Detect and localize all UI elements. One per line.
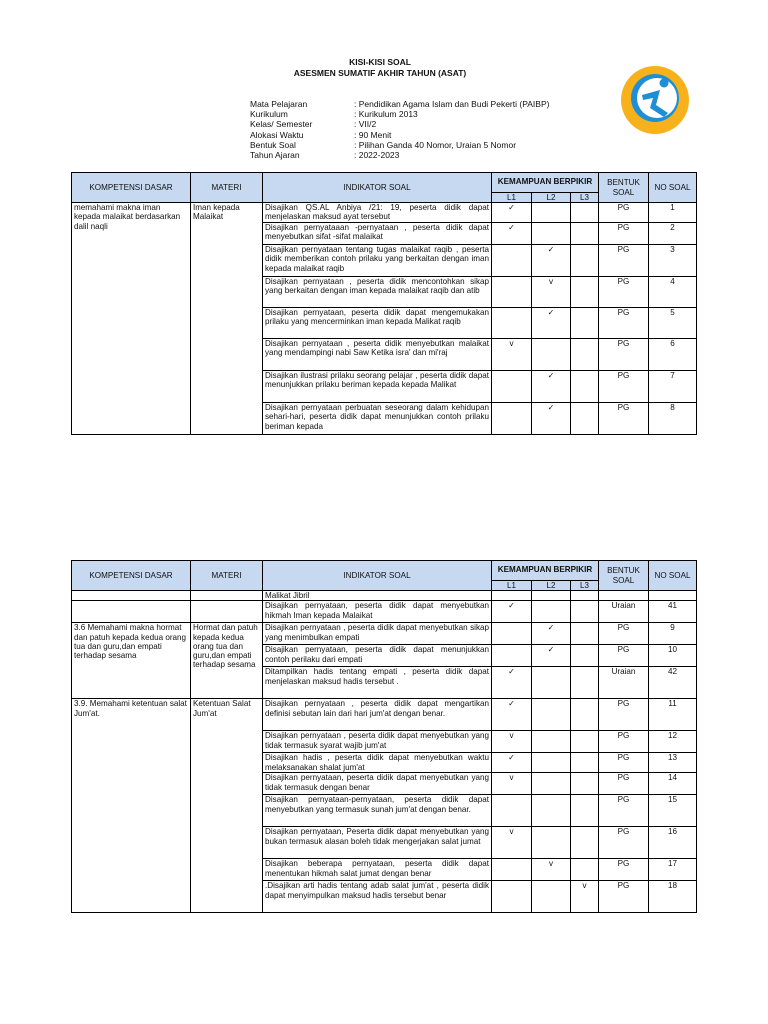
level-l1-cell bbox=[492, 591, 532, 601]
bentuk-soal-cell: PG bbox=[599, 308, 649, 339]
bentuk-soal-cell: PG bbox=[599, 773, 649, 795]
indikator-cell: Disajikan pernyataan, peserta didik dapat mengemukakan prilaku yang mencerminkan iman kepada Malikat raqib bbox=[263, 308, 492, 339]
info-label: Kurikulum bbox=[250, 109, 288, 120]
indikator-cell: Disajikan ilustrasi prilaku seorang pelajar , peserta didik dapat menunjukkan prilaku beriman kepada kepada Malikat bbox=[263, 371, 492, 403]
level-l3-cell bbox=[571, 753, 599, 773]
level-l1-cell: v bbox=[492, 339, 532, 371]
info-label: Kelas/ Semester bbox=[250, 119, 313, 130]
level-l2-cell bbox=[532, 667, 571, 699]
level-l1-cell: ✓ bbox=[492, 753, 532, 773]
header-l1: L1 bbox=[492, 193, 532, 203]
info-value: : Pendidikan Agama Islam dan Budi Pekerti (PAIBP) bbox=[354, 99, 550, 109]
level-l1-cell: ✓ bbox=[492, 223, 532, 245]
indikator-cell: Disajikan pernyataan, Peserta didik dapat menyebutkan yang bukan termasuk alasan boleh tidak mengerjakan salat jumat bbox=[263, 827, 492, 859]
info-value: : Kurikulum 2013 bbox=[354, 109, 418, 120]
indikator-cell: Disajikan beberapa pernyataan, peserta didik dapat menentukan hikmah salat jumat dengan benar bbox=[263, 859, 492, 881]
materi-cell: Ketentuan Salat Jum'at bbox=[191, 699, 263, 913]
level-l3-cell bbox=[571, 645, 599, 667]
info-label: Alokasi Waktu bbox=[250, 129, 304, 140]
bentuk-soal-cell: PG bbox=[599, 731, 649, 753]
level-l1-cell: ✓ bbox=[492, 667, 532, 699]
no-soal-cell: 41 bbox=[649, 601, 697, 623]
bentuk-soal-cell: PG bbox=[599, 277, 649, 308]
bentuk-soal-cell: PG bbox=[599, 339, 649, 371]
indikator-cell: Disajikan pernyataan , peserta didik dapat menyebutkan yang tidak termasuk syarat wajib jum'at bbox=[263, 731, 492, 753]
level-l2-cell bbox=[532, 773, 571, 795]
header-bentuk-soal: BENTUK SOAL bbox=[599, 561, 649, 591]
header-l2: L2 bbox=[532, 581, 571, 591]
level-l2-cell bbox=[532, 795, 571, 827]
level-l1-cell bbox=[492, 277, 532, 308]
no-soal-cell: 13 bbox=[649, 753, 697, 773]
indikator-cell: .Disajikan arti hadis tentang adab salat jum'at , peserta didik dapat menyimpulkan maksud hadis tersebut benar bbox=[263, 881, 492, 913]
level-l2-cell bbox=[532, 591, 571, 601]
header-kompetensi-dasar: KOMPETENSI DASAR bbox=[72, 173, 191, 203]
level-l1-cell bbox=[492, 645, 532, 667]
bentuk-soal-cell: Uraian bbox=[599, 667, 649, 699]
info-label: Bentuk Soal bbox=[250, 139, 296, 150]
level-l2-cell bbox=[532, 601, 571, 623]
level-l3-cell bbox=[571, 277, 599, 308]
bentuk-soal-cell: PG bbox=[599, 403, 649, 435]
level-l1-cell: v bbox=[492, 827, 532, 859]
indikator-cell: Disajikan pernyataan , peserta didik dapat mengartikan definisi sebutan lain dari hari jum'at dengan benar. bbox=[263, 699, 492, 731]
indikator-cell: Disajikan pernyataan-pernyataan, peserta didik dapat menyebutkan yang termasuk sunah jum'at dengan benar. bbox=[263, 795, 492, 827]
no-soal-cell: 7 bbox=[649, 371, 697, 403]
info-label: Mata Pelajaran bbox=[250, 99, 308, 109]
level-l3-cell bbox=[571, 403, 599, 435]
level-l1-cell bbox=[492, 859, 532, 881]
indikator-cell: Disajikan pernyataan tentang tugas malaikat raqib , peserta didik memberikan contoh prilaku yang berkaitan dengan iman kepada malaikat raqib bbox=[263, 245, 492, 277]
bentuk-soal-cell: PG bbox=[599, 859, 649, 881]
no-soal-cell: 18 bbox=[649, 881, 697, 913]
doc-subtitle: ASESMEN SUMATIF AKHIR TAHUN (ASAT) bbox=[293, 68, 467, 78]
bentuk-soal-cell bbox=[599, 591, 649, 601]
info-row bbox=[250, 150, 549, 160]
bentuk-soal-cell: PG bbox=[599, 645, 649, 667]
level-l1-cell: ✓ bbox=[492, 601, 532, 623]
bentuk-soal-cell: PG bbox=[599, 223, 649, 245]
level-l3-cell bbox=[571, 223, 599, 245]
bentuk-soal-cell: PG bbox=[599, 203, 649, 223]
level-l2-cell bbox=[532, 881, 571, 913]
level-l3-cell bbox=[571, 699, 599, 731]
no-soal-cell: 10 bbox=[649, 645, 697, 667]
level-l2-cell: ✓ bbox=[532, 245, 571, 277]
kompetensi-dasar-cell bbox=[72, 591, 191, 601]
bentuk-soal-cell: PG bbox=[599, 245, 649, 277]
bentuk-soal-cell: PG bbox=[599, 827, 649, 859]
kompetensi-dasar-cell: memahami makna iman kepada malaikat berdasarkan dalil naqli bbox=[72, 203, 191, 435]
header-no-soal: NO SOAL bbox=[649, 561, 697, 591]
no-soal-cell: 3 bbox=[649, 245, 697, 277]
header-indikator-soal: INDIKATOR SOAL bbox=[263, 173, 492, 203]
kurikulum-logo bbox=[620, 65, 690, 135]
level-l1-cell: v bbox=[492, 773, 532, 795]
info-row bbox=[250, 119, 549, 129]
no-soal-cell: 8 bbox=[649, 403, 697, 435]
materi-cell bbox=[191, 601, 263, 623]
level-l2-cell bbox=[532, 203, 571, 223]
level-l2-cell bbox=[532, 339, 571, 371]
no-soal-cell: 11 bbox=[649, 699, 697, 731]
document-info bbox=[250, 99, 549, 160]
kisi-kisi-table-1 bbox=[71, 172, 697, 435]
table-row bbox=[72, 591, 697, 601]
indikator-cell: Disajikan pernyataan , peserta didik menyebutkan malaikat yang mendampingi nabi Saw Ketika isra' dan mi'raj bbox=[263, 339, 492, 371]
indikator-cell: Disajikan QS.AL Anbiya /21: 19, peserta didik dapat menjelaskan maksud ayat tersebut bbox=[263, 203, 492, 223]
level-l3-cell bbox=[571, 859, 599, 881]
no-soal-cell: 1 bbox=[649, 203, 697, 223]
header-indikator-soal: INDIKATOR SOAL bbox=[263, 561, 492, 591]
table-row bbox=[72, 601, 697, 623]
no-soal-cell: 4 bbox=[649, 277, 697, 308]
no-soal-cell: 14 bbox=[649, 773, 697, 795]
level-l2-cell: ✓ bbox=[532, 403, 571, 435]
info-row bbox=[250, 109, 549, 119]
info-row bbox=[250, 130, 549, 140]
table-row bbox=[72, 623, 697, 645]
level-l1-cell bbox=[492, 795, 532, 827]
bentuk-soal-cell: PG bbox=[599, 699, 649, 731]
level-l3-cell bbox=[571, 795, 599, 827]
level-l1-cell: v bbox=[492, 731, 532, 753]
level-l1-cell bbox=[492, 371, 532, 403]
bentuk-soal-cell: PG bbox=[599, 881, 649, 913]
level-l2-cell: ✓ bbox=[532, 371, 571, 403]
header-kemampuan-berpikir: KEMAMPUAN BERPIKIR bbox=[492, 561, 599, 581]
indikator-cell: Disajikan pernyataan perbuatan seseorang dalam kehidupan sehari-hari, peserta didik dapat menunjukkan contoh prilaku beriman kepada bbox=[263, 403, 492, 435]
level-l2-cell bbox=[532, 699, 571, 731]
bentuk-soal-cell: PG bbox=[599, 753, 649, 773]
level-l2-cell: ✓ bbox=[532, 645, 571, 667]
indikator-cell: Disajikan pernyataaan -pernyataan , peserta didik dapat menyebutkan sifat -sifat malaikat bbox=[263, 223, 492, 245]
level-l3-cell bbox=[571, 339, 599, 371]
info-value: : VII/2 bbox=[354, 119, 377, 130]
level-l2-cell bbox=[532, 223, 571, 245]
bentuk-soal-cell: Uraian bbox=[599, 601, 649, 623]
kisi-kisi-table-2 bbox=[71, 560, 697, 913]
header-materi: MATERI bbox=[191, 173, 263, 203]
header-l3: L3 bbox=[571, 581, 599, 591]
info-row bbox=[250, 140, 549, 150]
header-l2: L2 bbox=[532, 193, 571, 203]
info-label: Tahun Ajaran bbox=[250, 150, 300, 161]
indikator-cell: Disajikan pernyataan , peserta didik mencontohkan sikap yang berkaitan dengan iman kepada malaikat raqib dan atib bbox=[263, 277, 492, 308]
no-soal-cell: 5 bbox=[649, 308, 697, 339]
doc-title: KISI-KISI SOAL bbox=[349, 57, 411, 67]
level-l1-cell bbox=[492, 881, 532, 913]
header-no-soal: NO SOAL bbox=[649, 173, 697, 203]
header-l3: L3 bbox=[571, 193, 599, 203]
materi-cell bbox=[191, 591, 263, 601]
header-bentuk-soal: BENTUK SOAL bbox=[599, 173, 649, 203]
kompetensi-dasar-cell: 3.9. Memahami ketentuan salat Jum'at. bbox=[72, 699, 191, 913]
level-l2-cell bbox=[532, 827, 571, 859]
level-l2-cell bbox=[532, 731, 571, 753]
level-l3-cell bbox=[571, 667, 599, 699]
level-l3-cell bbox=[571, 591, 599, 601]
bentuk-soal-cell: PG bbox=[599, 371, 649, 403]
no-soal-cell: 2 bbox=[649, 223, 697, 245]
level-l2-cell bbox=[532, 753, 571, 773]
table-row bbox=[72, 699, 697, 731]
kompetensi-dasar-cell: 3.6 Memahami makna hormat dan patuh kepada kedua orang tua dan guru,dan empati terhadap sesama bbox=[72, 623, 191, 699]
level-l3-cell bbox=[571, 601, 599, 623]
level-l3-cell bbox=[571, 773, 599, 795]
no-soal-cell: 9 bbox=[649, 623, 697, 645]
indikator-cell: Disajikan hadis , peserta didik dapat menyebutkan waktu melaksanakan shalat jum'at bbox=[263, 753, 492, 773]
level-l2-cell: v bbox=[532, 859, 571, 881]
level-l2-cell: ✓ bbox=[532, 623, 571, 645]
info-value: : 2022-2023 bbox=[354, 150, 400, 161]
level-l3-cell bbox=[571, 827, 599, 859]
header-materi: MATERI bbox=[191, 561, 263, 591]
materi-cell: Hormat dan patuh kepada kedua orang tua dan guru,dan empati terhadap sesama bbox=[191, 623, 263, 699]
indikator-cell: Disajikan pernyataan, peserta didik dapat menyebutkan yang tidak termasuk dengan benar bbox=[263, 773, 492, 795]
no-soal-cell: 16 bbox=[649, 827, 697, 859]
level-l3-cell bbox=[571, 623, 599, 645]
header-kompetensi-dasar: KOMPETENSI DASAR bbox=[72, 561, 191, 591]
level-l2-cell: ✓ bbox=[532, 308, 571, 339]
materi-cell: Iman kepada Malaikat bbox=[191, 203, 263, 435]
indikator-cell: Disajikan pernyataan , peserta didik dapat menyebutkan sikap yang menimbulkan empati bbox=[263, 623, 492, 645]
kompetensi-dasar-cell bbox=[72, 601, 191, 623]
level-l1-cell bbox=[492, 403, 532, 435]
level-l3-cell: v bbox=[571, 881, 599, 913]
header-l1: L1 bbox=[492, 581, 532, 591]
bentuk-soal-cell: PG bbox=[599, 623, 649, 645]
indikator-cell: Ditampilkan hadis tentang empati , peserta didik dapat menjelaskan maksud hadis tersebut . bbox=[263, 667, 492, 699]
indikator-cell: Disajikan pernyataan, peserta didik dapat menunjukkan contoh perilaku dari empati bbox=[263, 645, 492, 667]
info-row bbox=[250, 99, 549, 109]
table-row bbox=[72, 203, 697, 223]
bentuk-soal-cell: PG bbox=[599, 795, 649, 827]
level-l1-cell bbox=[492, 245, 532, 277]
level-l1-cell: ✓ bbox=[492, 203, 532, 223]
level-l1-cell bbox=[492, 308, 532, 339]
indikator-cell: Malikat Jibril bbox=[263, 591, 492, 601]
no-soal-cell: 6 bbox=[649, 339, 697, 371]
no-soal-cell: 17 bbox=[649, 859, 697, 881]
info-value: : 90 Menit bbox=[354, 129, 392, 140]
level-l1-cell: ✓ bbox=[492, 699, 532, 731]
header-kemampuan-berpikir: KEMAMPUAN BERPIKIR bbox=[492, 173, 599, 193]
level-l3-cell bbox=[571, 203, 599, 223]
level-l3-cell bbox=[571, 308, 599, 339]
no-soal-cell bbox=[649, 591, 697, 601]
info-value: : Pilihan Ganda 40 Nomor, Uraian 5 Nomor bbox=[354, 139, 517, 150]
no-soal-cell: 12 bbox=[649, 731, 697, 753]
level-l3-cell bbox=[571, 245, 599, 277]
level-l3-cell bbox=[571, 371, 599, 403]
level-l3-cell bbox=[571, 731, 599, 753]
indikator-cell: Disajikan pernyataan, peserta didik dapat menyebutkan hikmah Iman kepada Malaikat bbox=[263, 601, 492, 623]
level-l1-cell bbox=[492, 623, 532, 645]
no-soal-cell: 42 bbox=[649, 667, 697, 699]
no-soal-cell: 15 bbox=[649, 795, 697, 827]
level-l2-cell: v bbox=[532, 277, 571, 308]
